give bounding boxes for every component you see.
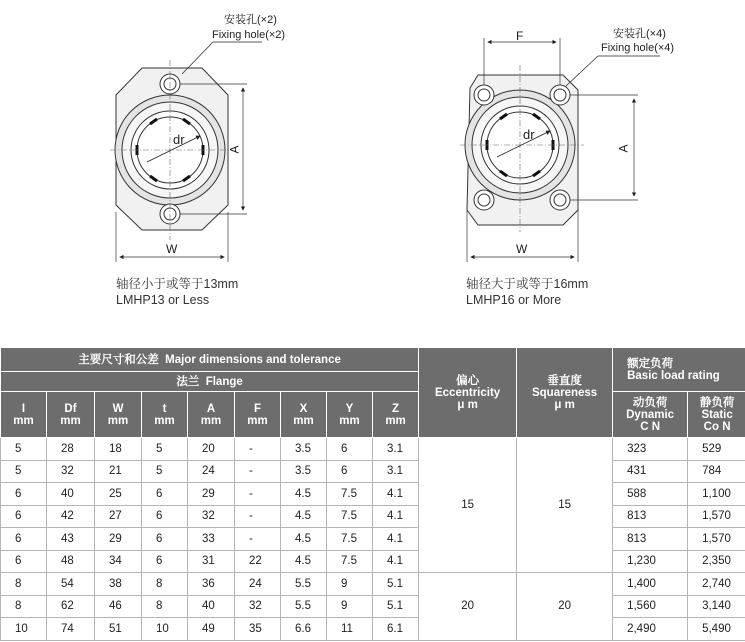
cell: 33	[188, 528, 235, 551]
cell: 43	[47, 528, 95, 551]
cell: 29	[188, 483, 235, 506]
cell: 22	[235, 550, 281, 573]
cell: 813	[613, 505, 688, 528]
right-caption-cn: 轴径大于或等于16mm	[466, 277, 589, 291]
cell: 4.5	[281, 505, 327, 528]
cell: 784	[688, 460, 745, 483]
static-load-header: 静负荷 Static Co N	[688, 392, 745, 438]
col-header-i: I mm	[1, 392, 47, 438]
left-a-label: A	[227, 145, 242, 154]
right-w-label: W	[516, 242, 528, 256]
cell: 4.5	[281, 528, 327, 551]
cell: 1,570	[688, 528, 745, 551]
cell: 6.6	[281, 618, 327, 641]
flange-header: 法兰 Flange	[1, 372, 419, 392]
cell: 5.5	[281, 573, 327, 596]
cell: 3.5	[281, 460, 327, 483]
cell: 529	[688, 438, 745, 461]
cell: 49	[188, 618, 235, 641]
cell: 6	[1, 550, 47, 573]
cell: 4.1	[373, 483, 419, 506]
col-header-w: W mm	[95, 392, 142, 438]
dynamic-load-header: 动负荷 Dynamic C N	[613, 392, 688, 438]
table-row	[1, 573, 745, 596]
cell: 2,350	[688, 550, 745, 573]
cell: 7.5	[327, 505, 373, 528]
cell: -	[235, 438, 281, 461]
cell: 5	[142, 438, 188, 461]
cell: 31	[188, 550, 235, 573]
squareness-group-1: 15	[517, 438, 613, 573]
cell: 9	[327, 573, 373, 596]
cell: 48	[47, 550, 95, 573]
cell: 1,400	[613, 573, 688, 596]
cell: 1,100	[688, 483, 745, 506]
cell: 6	[1, 483, 47, 506]
cell: 588	[613, 483, 688, 506]
cell: 7.5	[327, 550, 373, 573]
dimension-table	[0, 347, 745, 641]
cell: 46	[95, 595, 142, 618]
cell: 4.1	[373, 505, 419, 528]
cell: 6	[142, 528, 188, 551]
cell: 5.1	[373, 595, 419, 618]
col-header-y: Y mm	[327, 392, 373, 438]
cell: 32	[188, 505, 235, 528]
table-row	[1, 595, 745, 618]
cell: 6.1	[373, 618, 419, 641]
cell: 40	[188, 595, 235, 618]
left-caption-en: LMHP13 or Less	[116, 293, 210, 307]
cell: 8	[1, 595, 47, 618]
cell: 54	[47, 573, 95, 596]
cell: 4.1	[373, 528, 419, 551]
right-a-label: A	[616, 144, 631, 153]
squareness-group-2: 20	[517, 573, 613, 641]
col-header-f: F mm	[235, 392, 281, 438]
squareness-header: 垂直度 Squareness μ m	[517, 348, 613, 438]
cell: 36	[188, 573, 235, 596]
table-body	[1, 438, 745, 641]
cell: 1,570	[688, 505, 745, 528]
cell: 11	[327, 618, 373, 641]
col-header-t: t mm	[142, 392, 188, 438]
cell: 25	[95, 483, 142, 506]
cell: 32	[235, 595, 281, 618]
eccentricity-group-1: 15	[419, 438, 517, 573]
cell: 51	[95, 618, 142, 641]
cell: 18	[95, 438, 142, 461]
table-row	[1, 460, 745, 483]
cell: 34	[95, 550, 142, 573]
eccentricity-header: 偏心 Eccentricity μ m	[419, 348, 517, 438]
table-row	[1, 550, 745, 573]
cell: 431	[613, 460, 688, 483]
cell: 7.5	[327, 528, 373, 551]
cell: 8	[1, 573, 47, 596]
left-fixing-hole-label-cn: 安装孔(×2)	[224, 14, 277, 26]
col-header-df: Df mm	[47, 392, 95, 438]
cell: 24	[188, 460, 235, 483]
cell: 10	[1, 618, 47, 641]
cell: 813	[613, 528, 688, 551]
cell: 2,490	[613, 618, 688, 641]
cell: 32	[47, 460, 95, 483]
cell: 6	[327, 438, 373, 461]
cell: -	[235, 483, 281, 506]
cell: 6	[142, 550, 188, 573]
table-row	[1, 528, 745, 551]
table-row	[1, 618, 745, 641]
cell: -	[235, 505, 281, 528]
cell: 1,230	[613, 550, 688, 573]
cell: 3.5	[281, 438, 327, 461]
table-row	[1, 505, 745, 528]
cell: 40	[47, 483, 95, 506]
cell: 5	[1, 438, 47, 461]
cell: 3.1	[373, 438, 419, 461]
cell: 27	[95, 505, 142, 528]
left-fixing-hole-label-en: Fixing hole(×2)	[212, 29, 286, 41]
col-header-x: X mm	[281, 392, 327, 438]
cell: 5,490	[688, 618, 745, 641]
cell: -	[235, 528, 281, 551]
cell: 6	[1, 528, 47, 551]
right-caption-en: LMHP16 or More	[466, 293, 562, 307]
cell: 8	[142, 595, 188, 618]
cell: 28	[47, 438, 95, 461]
cell: 24	[235, 573, 281, 596]
cell: 42	[47, 505, 95, 528]
cell: 74	[47, 618, 95, 641]
cell: 323	[613, 438, 688, 461]
cell: 5.5	[281, 595, 327, 618]
table-row	[1, 438, 745, 461]
cell: 6	[327, 460, 373, 483]
major-dimensions-header: 主要尺寸和公差 Major dimensions and tolerance	[1, 348, 419, 372]
cell: 5	[1, 460, 47, 483]
right-dr-label: dr	[523, 127, 535, 142]
cell: 10	[142, 618, 188, 641]
cell: 3.1	[373, 460, 419, 483]
cell: 4.5	[281, 550, 327, 573]
cell: 4.5	[281, 483, 327, 506]
cell: 2,740	[688, 573, 745, 596]
cell: 3,140	[688, 595, 745, 618]
cell: -	[235, 460, 281, 483]
cell: 4.1	[373, 550, 419, 573]
cell: 20	[188, 438, 235, 461]
load-rating-header: 额定负荷 Basic load rating	[613, 348, 745, 392]
cell: 8	[142, 573, 188, 596]
cell: 6	[142, 505, 188, 528]
cell: 35	[235, 618, 281, 641]
cell: 9	[327, 595, 373, 618]
cell: 7.5	[327, 483, 373, 506]
cell: 62	[47, 595, 95, 618]
col-header-a: A mm	[188, 392, 235, 438]
eccentricity-group-2: 20	[419, 573, 517, 641]
left-dr-label: dr	[173, 132, 185, 147]
cell: 38	[95, 573, 142, 596]
cell: 6	[142, 483, 188, 506]
cell: 5.1	[373, 573, 419, 596]
left-caption-cn: 轴径小于或等于13mm	[116, 277, 239, 291]
right-fixing-hole-label-en: Fixing hole(×4)	[601, 42, 675, 54]
cell: 5	[142, 460, 188, 483]
table-row	[1, 483, 745, 506]
cell: 6	[1, 505, 47, 528]
col-header-z: Z mm	[373, 392, 419, 438]
cell: 29	[95, 528, 142, 551]
right-fixing-hole-label-cn: 安装孔(×4)	[613, 28, 666, 40]
left-w-label: W	[166, 242, 178, 256]
right-f-label: F	[516, 29, 524, 43]
cell: 1,560	[613, 595, 688, 618]
cell: 21	[95, 460, 142, 483]
